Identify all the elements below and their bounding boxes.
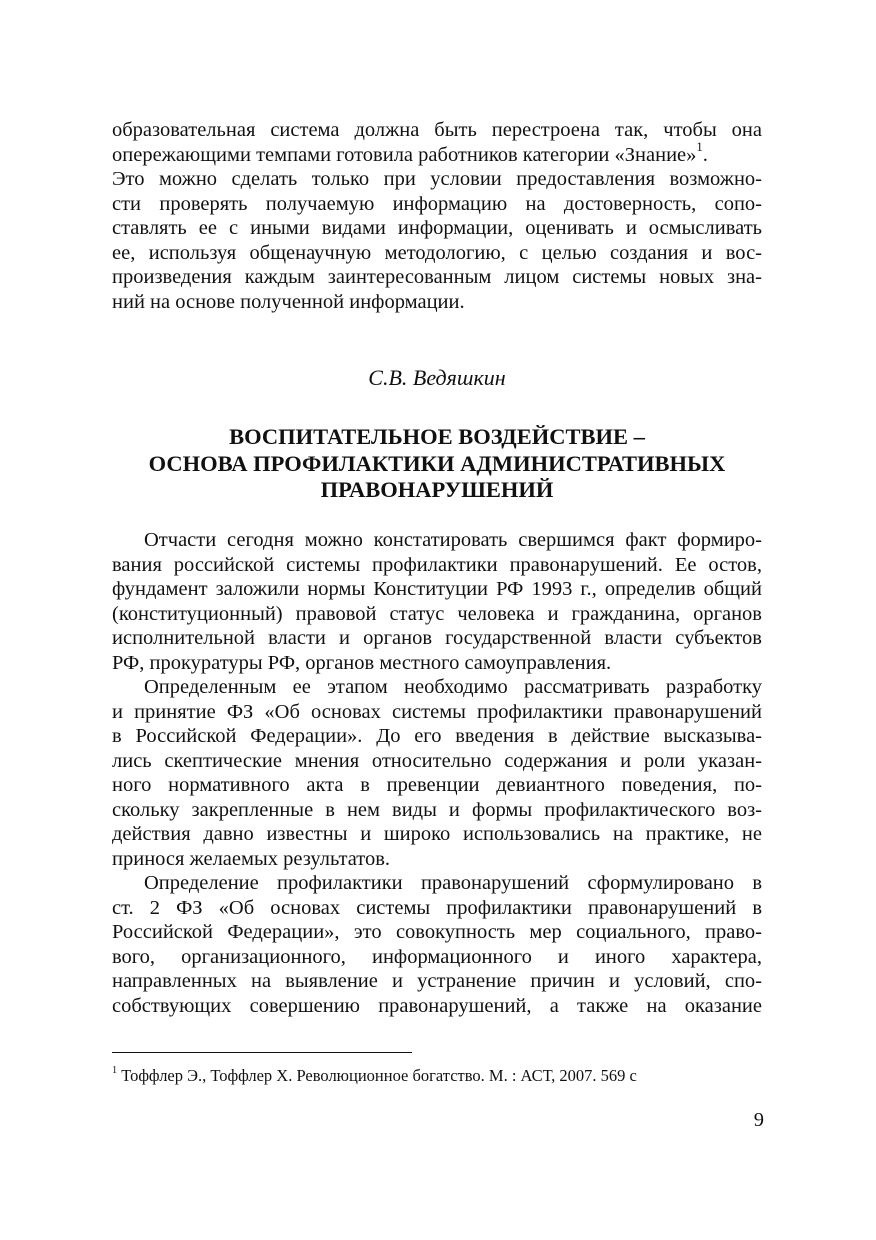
text-line: и принятие ФЗ «Об основах системы профилактики правонарушений bbox=[112, 700, 762, 723]
footnote bbox=[112, 1066, 637, 1086]
footnote-divider bbox=[112, 1052, 412, 1053]
text-line: принося желаемых результатов. bbox=[112, 847, 391, 870]
text-line: лись скептические мнения относительно содержания и роли указан- bbox=[112, 749, 762, 772]
text-line: собствующих совершению правонарушений, а также на оказание bbox=[112, 994, 762, 1017]
text-line: образовательная система должна быть перестроена так, чтобы она bbox=[112, 119, 762, 141]
text-line: сти проверять получаемую информацию на достоверность, сопо- bbox=[112, 192, 762, 215]
text-line: скольку закрепленные в нем виды и формы профилактического воз- bbox=[112, 798, 762, 821]
title-line: ПРАВОНАРУШЕНИЙ bbox=[320, 477, 554, 502]
article-title bbox=[112, 424, 762, 504]
title-line: ОСНОВА ПРОФИЛАКТИКИ АДМИНИСТРАТИВНЫХ bbox=[148, 450, 726, 476]
title-line: ВОСПИТАТЕЛЬНОЕ ВОЗДЕЙСТВИЕ – bbox=[229, 424, 645, 449]
footnote-ref[interactable]: 1 bbox=[696, 139, 703, 154]
text-line: вого, организационного, информационного и иного характера, bbox=[112, 945, 762, 968]
page-number: 9 bbox=[753, 1109, 764, 1131]
text-line: Российской Федерации», это совокупность мер социального, право- bbox=[112, 921, 762, 943]
text-line: опережающими темпами готовила работников категории «Знание»$^1$. bbox=[112, 139, 708, 166]
text-line: фундамент заложили нормы Конституции РФ 1993 г., определив общий bbox=[112, 578, 762, 600]
text-line: (конституционный) правовой статус человека и гражданина, органов bbox=[112, 602, 762, 625]
text-line: ставлять ее с иными видами информации, оценивать и осмысливать bbox=[112, 217, 762, 239]
text-line: Это можно сделать только при условии предоставления возможно- bbox=[112, 168, 762, 190]
text-line: действия давно известны и широко использовались на практике, не bbox=[112, 823, 762, 845]
article-body bbox=[112, 528, 762, 1018]
text-line: Определение профилактики правонарушений сформулировано в bbox=[144, 872, 762, 894]
text-line: РФ, прокуратуры РФ, органов местного самоуправления. bbox=[112, 651, 612, 674]
text-line: ний на основе полученной информации. bbox=[112, 290, 465, 313]
text-line: ного нормативного акта в превенции девиантного поведения, по- bbox=[112, 774, 762, 796]
intro-paragraph bbox=[112, 118, 762, 314]
author-name: С.В. Ведяшкин bbox=[368, 365, 506, 390]
footnote-number: 1 bbox=[112, 1064, 118, 1076]
footnote-text: Тоффлер Э., Тоффлер Х. Революционное богатство. М. : АСТ, 2007. 569 с bbox=[117, 1066, 637, 1085]
text-line: произведения каждым заинтересованным лицом системы новых зна- bbox=[112, 266, 762, 288]
text-line: ее, используя общенаучную методологию, с целью создания и вос- bbox=[112, 241, 762, 264]
text-line: направленных на выявление и устранение причин и условий, спо- bbox=[112, 970, 762, 992]
text-line: исполнительной власти и органов государственной власти субъектов bbox=[112, 627, 762, 649]
text-line: Определенным ее этапом необходимо рассматривать разработку bbox=[144, 676, 762, 698]
text-line: вания российской системы профилактики правонарушений. Ее остов, bbox=[112, 553, 762, 576]
text-line: ст. 2 ФЗ «Об основах системы профилактики правонарушений в bbox=[112, 896, 762, 919]
text-line: Отчасти сегодня можно констатировать свершимся факт формиро- bbox=[144, 529, 762, 551]
text-line: в Российской Федерации». До его введения в действие высказыва- bbox=[112, 725, 762, 747]
